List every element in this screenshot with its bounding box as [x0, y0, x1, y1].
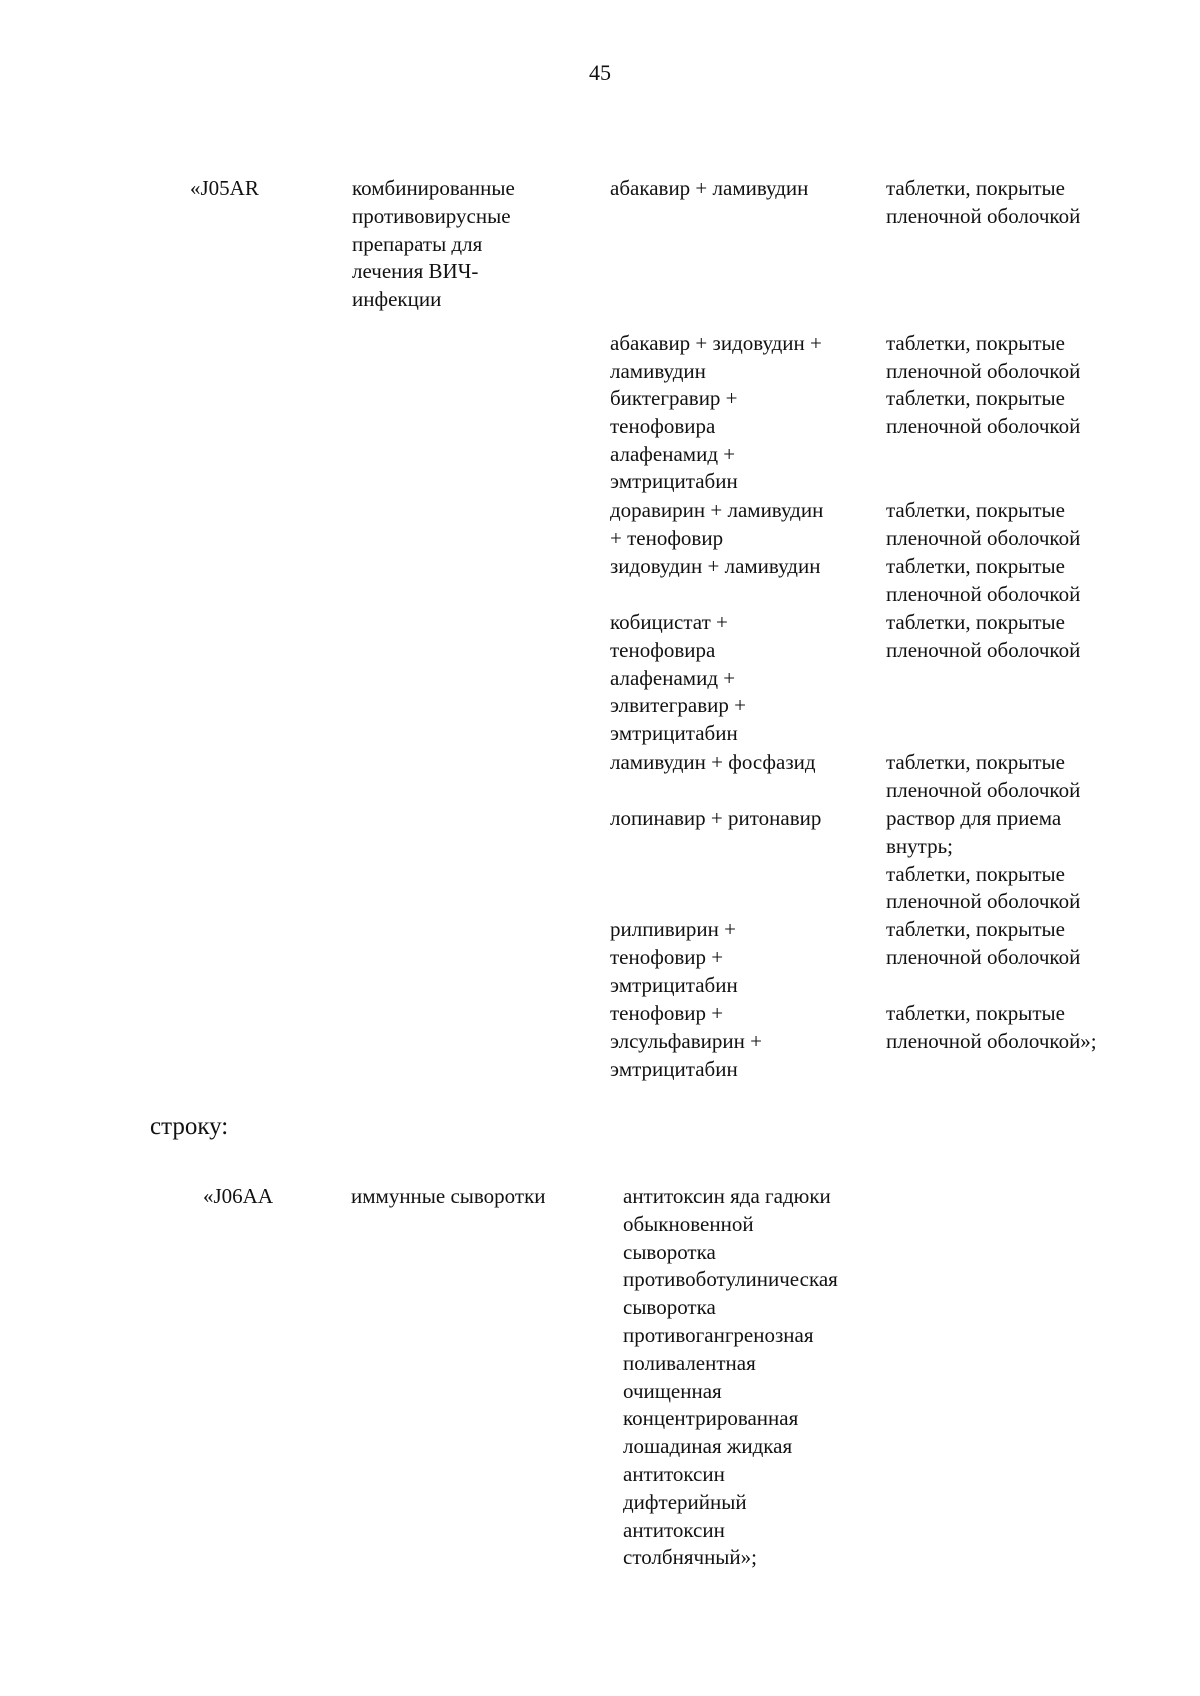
- drug-line: алафенамид +: [610, 665, 736, 690]
- pharmacological-group: [352, 175, 515, 314]
- drug-line: элвитегравир +: [610, 693, 746, 718]
- form-line: таблетки, покрытые: [886, 861, 1065, 886]
- form-line: внутрь;: [886, 833, 953, 858]
- dosage-form: [886, 497, 1080, 553]
- form-line: таблетки, покрытые: [886, 176, 1065, 200]
- drug-name: [610, 175, 808, 203]
- group-line: инфекции: [352, 287, 442, 312]
- drug-name: [610, 805, 821, 833]
- drug-line: поливалентная: [623, 1350, 756, 1375]
- atc-code: «J05AR: [190, 176, 259, 200]
- drug-line: тенофовир +: [610, 1001, 724, 1025]
- form-line: пленочной оболочкой»;: [886, 1028, 1097, 1053]
- drug-line: эмтрицитабин: [610, 1056, 738, 1081]
- drug-name: [610, 609, 746, 748]
- form-line: таблетки, покрытые: [886, 750, 1065, 774]
- form-line: пленочной оболочкой: [886, 358, 1081, 383]
- drug-line: абакавир + ламивудин: [610, 176, 809, 200]
- drug-line: тенофовир +: [610, 944, 724, 969]
- dosage-form: [886, 609, 1080, 665]
- drug-name: [610, 497, 823, 553]
- drug-line: кобицистат +: [610, 610, 728, 634]
- drug-name: [610, 749, 816, 777]
- drug-line: очищенная: [623, 1378, 722, 1403]
- section-j05ar: [0, 175, 1200, 1081]
- form-line: таблетки, покрытые: [886, 610, 1065, 634]
- drug-line: доравирин + ламивудин: [610, 498, 824, 522]
- drug-line: зидовудин + ламивудин: [610, 554, 821, 578]
- form-line: пленочной оболочкой: [886, 777, 1081, 802]
- drug-line: антитоксин: [623, 1517, 725, 1542]
- drug-line: лошадиная жидкая: [623, 1434, 793, 1459]
- drug-line: обыкновенной: [623, 1211, 754, 1236]
- drug-name: [610, 1000, 762, 1083]
- drug-line: концентрированная: [623, 1406, 799, 1431]
- form-line: пленочной оболочкой: [886, 413, 1081, 438]
- drug-line: + тенофовир: [610, 525, 724, 550]
- drug-name: [610, 330, 822, 386]
- drug-line: биктегравир +: [610, 386, 738, 410]
- form-line: пленочной оболочкой: [886, 944, 1081, 969]
- page-number: 45: [589, 60, 611, 85]
- drug-list: [623, 1183, 838, 1572]
- dosage-form: [886, 553, 1080, 609]
- drug-line: элсульфавирин +: [610, 1028, 762, 1053]
- drug-line: ламивудин: [610, 358, 706, 383]
- dosage-form: [886, 805, 1080, 916]
- drug-line: противоботулиническая: [623, 1267, 838, 1292]
- group-line: противовирусные: [352, 203, 511, 228]
- group-line: иммунные сыворотки: [351, 1184, 546, 1208]
- drug-line: противогангренозная: [623, 1322, 814, 1347]
- drug-line: тенофовира: [610, 637, 716, 662]
- form-line: пленочной оболочкой: [886, 889, 1081, 914]
- dosage-form: [886, 1000, 1097, 1056]
- form-line: пленочной оболочкой: [886, 525, 1081, 550]
- drug-line: сыворотка: [623, 1295, 716, 1320]
- drug-line: столбнячный»;: [623, 1545, 757, 1570]
- form-line: таблетки, покрытые: [886, 917, 1065, 941]
- drug-line: сыворотка: [623, 1239, 716, 1264]
- form-line: таблетки, покрытые: [886, 386, 1065, 410]
- drug-line: тенофовира: [610, 413, 716, 438]
- drug-name: [610, 553, 820, 581]
- drug-line: ламивудин + фосфазид: [610, 750, 816, 774]
- dosage-form: [886, 749, 1080, 805]
- drug-line: эмтрицитабин: [610, 972, 738, 997]
- form-line: пленочной оболочкой: [886, 203, 1081, 228]
- pharmacological-group: [351, 1183, 546, 1211]
- dosage-form: [886, 385, 1080, 441]
- form-line: пленочной оболочкой: [886, 637, 1081, 662]
- drug-line: эмтрицитабин: [610, 721, 738, 746]
- drug-line: алафенамид +: [610, 441, 736, 466]
- atc-code: «J06AA: [203, 1184, 274, 1208]
- drug-line: лопинавир + ритонавир: [610, 806, 822, 830]
- group-line: лечения ВИЧ-: [352, 259, 479, 284]
- section-j06aa: [0, 1183, 1200, 1603]
- drug-name: [610, 916, 738, 999]
- drug-line: эмтрицитабин: [610, 469, 738, 494]
- form-line: таблетки, покрытые: [886, 331, 1065, 355]
- form-line: таблетки, покрытые: [886, 1001, 1065, 1025]
- drug-line: рилпивирин +: [610, 917, 736, 941]
- group-line: препараты для: [352, 231, 483, 256]
- form-line: раствор для приема: [886, 806, 1062, 830]
- drug-line: антитоксин: [623, 1461, 725, 1486]
- form-line: таблетки, покрытые: [886, 554, 1065, 578]
- drug-name: [610, 385, 738, 496]
- form-line: пленочной оболочкой: [886, 581, 1081, 606]
- form-line: таблетки, покрытые: [886, 498, 1065, 522]
- dosage-form: [886, 330, 1080, 386]
- section-label: строку:: [150, 1113, 229, 1140]
- drug-line: дифтерийный: [623, 1489, 747, 1514]
- dosage-form: [886, 916, 1080, 972]
- drug-line: антитоксин яда гадюки: [623, 1184, 831, 1208]
- group-line: комбинированные: [352, 176, 515, 200]
- drug-line: абакавир + зидовудин +: [610, 331, 822, 355]
- dosage-form: [886, 175, 1080, 231]
